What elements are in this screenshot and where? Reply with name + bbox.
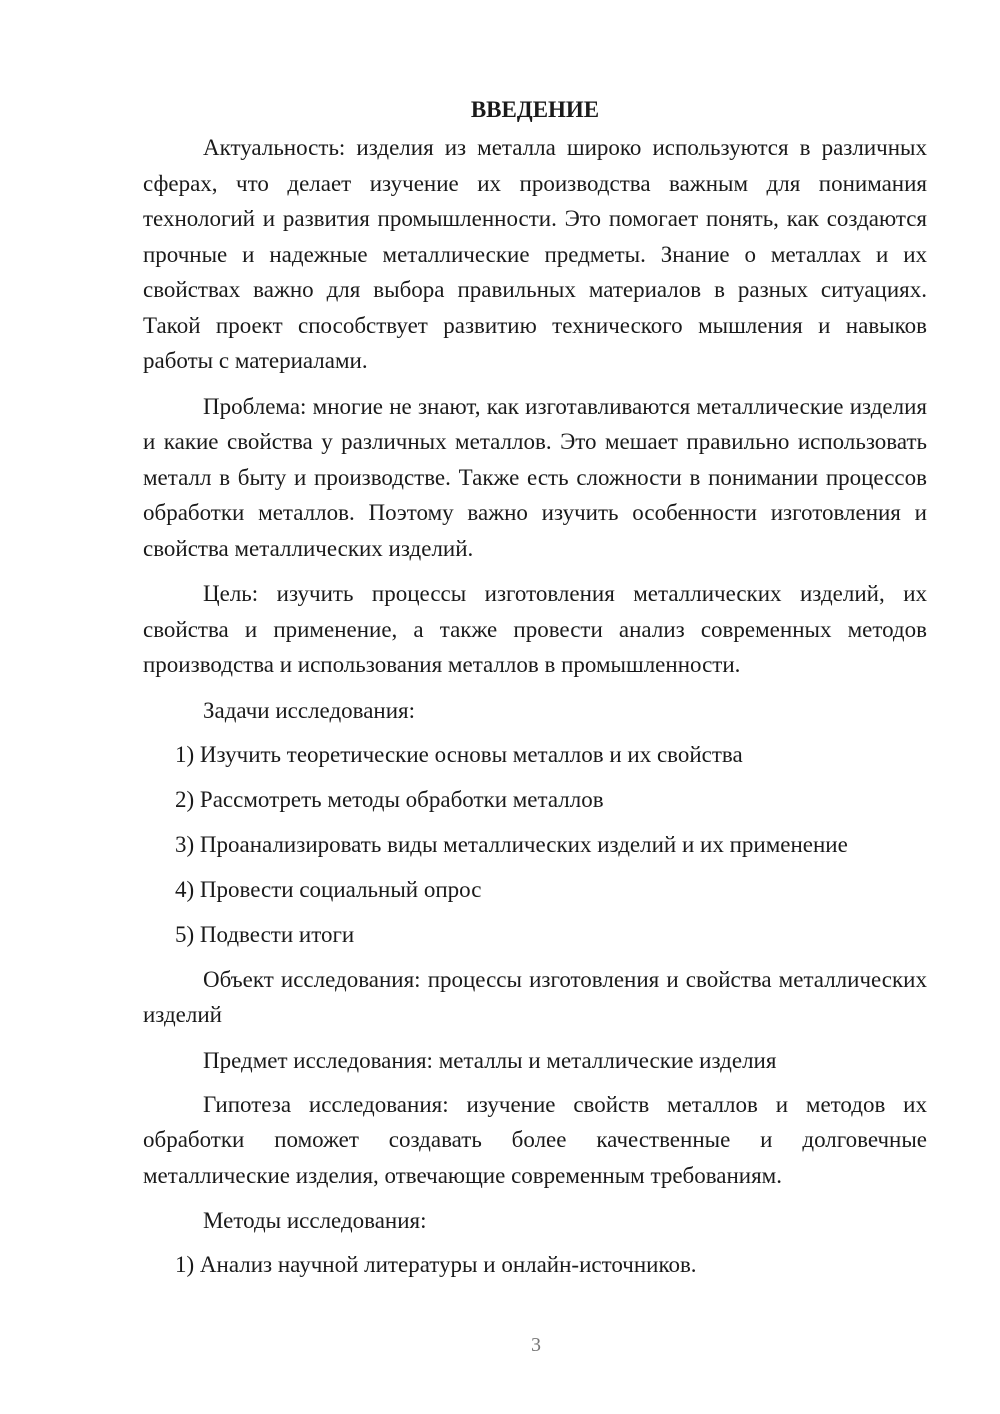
paragraph-object: Объект исследования: процессы изготовления и свойства металлических изделий <box>143 966 927 1027</box>
list-item-task: 4) Провести социальный опрос <box>175 876 482 902</box>
list-item-task: 3) Проанализировать виды металлических изделий и их применение <box>175 831 848 857</box>
list-item-task: 2) Рассмотреть методы обработки металлов <box>175 786 604 812</box>
section-title: ВВЕДЕНИЕ <box>470 97 600 122</box>
page-number: 3 <box>531 1334 541 1356</box>
list-item-task: 5) Подвести итоги <box>175 921 355 947</box>
paragraph-problem: Проблема: многие не знают, как изготавливаются металлические изделия и какие свойства у различных металлов. Это мешает правильно использовать металл в быту и производстве. Также есть сложности в понимании процессов обработки металлов. Поэтому важно изучить особенности изготовления и свойства металлических изделий. <box>143 393 927 561</box>
list-item-method: 1) Анализ научной литературы и онлайн-источников. <box>175 1252 697 1277</box>
document-page <box>143 92 927 1292</box>
paragraph-hypothesis: Гипотеза исследования: изучение свойств металлов и методов их обработки поможет создавать более качественные и долговечные металлические изделия, отвечающие современным требованиям. <box>143 1091 927 1188</box>
paragraph-relevance: Актуальность: изделия из металла широко используются в различных сферах, что делает изучение их производства важным для понимания технологий и развития промышленности. Это помогает понять, как создаются прочные и надежные металлические предметы. Знание о металлах и их свойствах важно для выбора правильных материалов в разных ситуациях. Такой проект способствует развитию технического мышления и навыков работы с материалами. <box>143 135 927 373</box>
paragraph-subject: Предмет исследования: металлы и металлические изделия <box>203 1047 777 1073</box>
tasks-heading: Задачи исследования: <box>203 697 416 723</box>
paragraph-goal: Цель: изучить процессы изготовления металлических изделий, их свойства и применение, а также провести анализ современных методов производства и использования металлов в промышленности. <box>143 581 927 677</box>
methods-heading: Методы исследования: <box>203 1208 427 1233</box>
list-item-task: 1) Изучить теоретические основы металлов и их свойства <box>175 741 743 767</box>
